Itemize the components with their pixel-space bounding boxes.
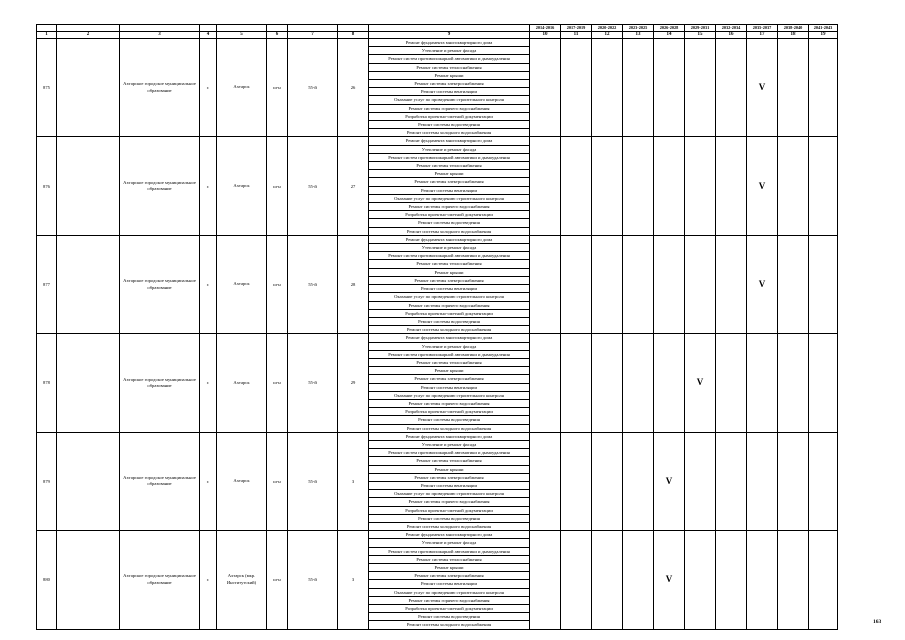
record-street-type: ш-н: [267, 432, 288, 530]
record-street: 55-й: [288, 334, 338, 432]
period-cell: [530, 432, 561, 530]
period-cell: [654, 334, 685, 432]
work-type: Ремонт системы вентиляции: [369, 88, 530, 96]
work-type: Ремонт системы горячего водоснабжения: [369, 399, 530, 407]
work-type: Ремонт систем противопожарной автоматики и дымоудаления: [369, 547, 530, 555]
work-type: Утепление и ремонт фасада: [369, 47, 530, 55]
record-empty-cell: [57, 531, 120, 629]
work-type: Ремонт системы водоотведения: [369, 613, 530, 621]
column-number: 2: [57, 32, 120, 39]
work-type: Ремонт системы горячего водоснабжения: [369, 498, 530, 506]
record-municipality: Ахтарское городское муниципальное образование: [120, 39, 200, 137]
period-header: 2014-2016: [530, 25, 561, 32]
column-number: 16: [716, 32, 747, 39]
page-number: 163: [873, 619, 882, 625]
record-house: 26: [338, 39, 369, 137]
period-header: 2026-2028: [654, 25, 685, 32]
period-cell: [778, 39, 809, 137]
period-cell: [623, 39, 654, 137]
period-header: 2029-2031: [685, 25, 716, 32]
work-type: Разработка проектно-сметной документации: [369, 211, 530, 219]
period-cell: [623, 334, 654, 432]
record-empty-cell: [57, 137, 120, 235]
work-type: Ремонт крыши: [369, 71, 530, 79]
record-street-type: ш-н: [267, 39, 288, 137]
period-mark: V: [654, 531, 685, 629]
work-type: Ремонт системы холодного водоснабжения: [369, 129, 530, 137]
column-number: 5: [217, 32, 267, 39]
record-house: 29: [338, 334, 369, 432]
period-cell: [716, 432, 747, 530]
record-type: г.: [200, 235, 217, 333]
period-cell: [623, 235, 654, 333]
period-cell: [716, 334, 747, 432]
work-type: Ремонт системы электроснабжения: [369, 375, 530, 383]
period-cell: [716, 39, 747, 137]
column-number: 3: [120, 32, 200, 39]
record-num: 875: [37, 39, 57, 137]
record-street: 55-й: [288, 137, 338, 235]
work-type: Ремонт системы горячего водоснабжения: [369, 596, 530, 604]
work-type: Ремонт систем противопожарной автоматики и дымоудаления: [369, 449, 530, 457]
record-municipality: Ахтарское городское муниципальное образование: [120, 334, 200, 432]
period-cell: [654, 39, 685, 137]
work-type: Ремонт системы холодного водоснабжения: [369, 621, 530, 629]
record-house: 27: [338, 137, 369, 235]
record-street: 55-й: [288, 235, 338, 333]
work-type: Ремонт системы горячего водоснабжения: [369, 104, 530, 112]
work-type: Ремонт фундамента многоквартирного дома: [369, 137, 530, 145]
record-locality: Ахтарск: [217, 137, 267, 235]
period-cell: [778, 432, 809, 530]
work-type: Ремонт систем противопожарной автоматики и дымоудаления: [369, 252, 530, 260]
table-row: [37, 432, 838, 440]
record-empty-cell: [57, 235, 120, 333]
work-type: Утепление и ремонт фасада: [369, 342, 530, 350]
work-type: Утепление и ремонт фасада: [369, 145, 530, 153]
work-type: Ремонт крыши: [369, 564, 530, 572]
period-cell: [530, 137, 561, 235]
record-house: 3: [338, 432, 369, 530]
work-type: Оказание услуг по проведению строительного контроля: [369, 391, 530, 399]
record-empty-cell: [57, 432, 120, 530]
work-type: Ремонт системы вентиляции: [369, 285, 530, 293]
work-type: Ремонт фундамента многоквартирного дома: [369, 39, 530, 47]
period-cell: [747, 432, 778, 530]
period-empty-cell: [267, 25, 288, 32]
record-municipality: Ахтарское городское муниципальное образование: [120, 235, 200, 333]
work-type: Ремонт системы вентиляции: [369, 580, 530, 588]
period-header: 2038-2040: [778, 25, 809, 32]
work-type: Ремонт системы теплоснабжения: [369, 457, 530, 465]
record-house: 3: [338, 531, 369, 629]
work-type: Разработка проектно-сметной документации: [369, 309, 530, 317]
work-type: Разработка проектно-сметной документации: [369, 605, 530, 613]
work-type: Ремонт системы холодного водоснабжения: [369, 522, 530, 530]
period-cell: [561, 39, 592, 137]
work-type: Ремонт системы вентиляции: [369, 481, 530, 489]
period-cell: [747, 531, 778, 629]
period-cell: [778, 531, 809, 629]
column-number-row: [37, 32, 838, 39]
work-type: Ремонт системы водоотведения: [369, 219, 530, 227]
period-cell: [623, 137, 654, 235]
column-number: 4: [200, 32, 217, 39]
work-type: Ремонт системы холодного водоснабжения: [369, 326, 530, 334]
record-street-type: ш-н: [267, 235, 288, 333]
period-cell: [685, 531, 716, 629]
record-num: 878: [37, 334, 57, 432]
work-type: Утепление и ремонт фасада: [369, 440, 530, 448]
work-type: Утепление и ремонт фасада: [369, 539, 530, 547]
period-cell: [561, 334, 592, 432]
period-cell: [623, 531, 654, 629]
period-cell: [685, 235, 716, 333]
work-type: Разработка проектно-сметной документации: [369, 506, 530, 514]
work-type: Ремонт системы электроснабжения: [369, 80, 530, 88]
period-cell: [716, 235, 747, 333]
period-cell: [592, 334, 623, 432]
period-empty-cell: [200, 25, 217, 32]
table-row: [37, 137, 838, 145]
period-header: 2020-2022: [592, 25, 623, 32]
work-type: Ремонт системы электроснабжения: [369, 572, 530, 580]
work-type: Ремонт системы горячего водоснабжения: [369, 203, 530, 211]
period-header: 2023-2025: [623, 25, 654, 32]
period-cell: [809, 39, 838, 137]
period-cell: [623, 432, 654, 530]
record-empty-cell: [57, 334, 120, 432]
record-street-type: ш-н: [267, 137, 288, 235]
work-type: Ремонт крыши: [369, 170, 530, 178]
period-cell: [716, 531, 747, 629]
record-num: 876: [37, 137, 57, 235]
period-cell: [592, 39, 623, 137]
period-cell: [685, 39, 716, 137]
period-header: 2017-2019: [561, 25, 592, 32]
period-header: 2035-2037: [747, 25, 778, 32]
work-type: Оказание услуг по проведению строительного контроля: [369, 293, 530, 301]
period-cell: [592, 235, 623, 333]
work-type: Ремонт крыши: [369, 367, 530, 375]
period-cell: [809, 137, 838, 235]
record-num: 877: [37, 235, 57, 333]
work-type: Ремонт систем противопожарной автоматики и дымоудаления: [369, 55, 530, 63]
record-municipality: Ахтарское городское муниципальное образование: [120, 432, 200, 530]
record-locality: Ахтарск: [217, 39, 267, 137]
period-cell: [530, 531, 561, 629]
record-municipality: Ахтарское городское муниципальное образование: [120, 531, 200, 629]
period-header: 2032-2034: [716, 25, 747, 32]
work-type: Оказание услуг по проведению строительного контроля: [369, 194, 530, 202]
work-type: Ремонт фундамента многоквартирного дома: [369, 235, 530, 243]
work-type: Разработка проектно-сметной документации: [369, 408, 530, 416]
work-type: Ремонт системы холодного водоснабжения: [369, 424, 530, 432]
column-number: 6: [267, 32, 288, 39]
table-row: [37, 235, 838, 243]
period-cell: [778, 137, 809, 235]
period-empty-cell: [120, 25, 200, 32]
column-number: 19: [809, 32, 838, 39]
work-type: Ремонт системы водоотведения: [369, 121, 530, 129]
record-locality: Ахтарск: [217, 235, 267, 333]
work-type: Ремонт системы холодного водоснабжения: [369, 227, 530, 235]
period-cell: [716, 137, 747, 235]
work-type: Оказание услуг по проведению строительного контроля: [369, 490, 530, 498]
column-number: 18: [778, 32, 809, 39]
column-number: 13: [623, 32, 654, 39]
period-empty-cell: [217, 25, 267, 32]
period-cell: [561, 531, 592, 629]
period-cell: [685, 137, 716, 235]
work-type: Ремонт системы водоотведения: [369, 317, 530, 325]
record-house: 28: [338, 235, 369, 333]
work-type: Ремонт системы электроснабжения: [369, 178, 530, 186]
period-cell: [530, 39, 561, 137]
column-number: 12: [592, 32, 623, 39]
table-row: [37, 39, 838, 47]
record-empty-cell: [57, 39, 120, 137]
work-type: Оказание услуг по проведению строительного контроля: [369, 96, 530, 104]
column-number: 7: [288, 32, 338, 39]
work-type: Ремонт системы теплоснабжения: [369, 358, 530, 366]
work-type: Ремонт системы теплоснабжения: [369, 63, 530, 71]
period-cell: [685, 432, 716, 530]
period-mark: V: [747, 137, 778, 235]
work-type: Ремонт систем противопожарной автоматики и дымоудаления: [369, 350, 530, 358]
record-locality: Ахтарск: [217, 334, 267, 432]
period-empty-cell: [57, 25, 120, 32]
table-row: [37, 531, 838, 539]
period-cell: [592, 137, 623, 235]
column-number: 1: [37, 32, 57, 39]
column-number: 14: [654, 32, 685, 39]
work-type: Ремонт системы водоотведения: [369, 416, 530, 424]
period-cell: [654, 137, 685, 235]
work-type: Ремонт фундамента многоквартирного дома: [369, 432, 530, 440]
period-header: 2041-2043: [809, 25, 838, 32]
period-mark: V: [685, 334, 716, 432]
record-num: 879: [37, 432, 57, 530]
period-cell: [809, 432, 838, 530]
period-cell: [592, 531, 623, 629]
column-number: 9: [369, 32, 530, 39]
period-cell: [654, 235, 685, 333]
work-type: Утепление и ремонт фасада: [369, 244, 530, 252]
period-mark: V: [747, 39, 778, 137]
period-cell: [561, 137, 592, 235]
period-mark: V: [747, 235, 778, 333]
column-number: 8: [338, 32, 369, 39]
record-type: г.: [200, 334, 217, 432]
work-type: Ремонт фундамента многоквартирного дома: [369, 334, 530, 342]
record-municipality: Ахтарское городское муниципальное образование: [120, 137, 200, 235]
column-number: 17: [747, 32, 778, 39]
record-street-type: ш-н: [267, 334, 288, 432]
period-mark: V: [654, 432, 685, 530]
record-street: 55-й: [288, 432, 338, 530]
column-number: 11: [561, 32, 592, 39]
period-empty-cell: [37, 25, 57, 32]
period-cell: [592, 432, 623, 530]
period-cell: [561, 432, 592, 530]
period-empty-cell: [338, 25, 369, 32]
work-type: Оказание услуг по проведению строительного контроля: [369, 588, 530, 596]
capital-repair-table: [36, 24, 838, 630]
work-type: Ремонт системы теплоснабжения: [369, 260, 530, 268]
record-street: 55-й: [288, 39, 338, 137]
work-type: Ремонт системы вентиляции: [369, 186, 530, 194]
period-cell: [561, 235, 592, 333]
period-cell: [809, 235, 838, 333]
work-type: Ремонт системы горячего водоснабжения: [369, 301, 530, 309]
period-cell: [778, 334, 809, 432]
work-type: Ремонт системы теплоснабжения: [369, 555, 530, 563]
record-type: г.: [200, 137, 217, 235]
work-type: Ремонт крыши: [369, 268, 530, 276]
record-locality: Ахтарск: [217, 432, 267, 530]
work-type: Ремонт системы водоотведения: [369, 514, 530, 522]
work-type: Разработка проектно-сметной документации: [369, 112, 530, 120]
record-street-type: ш-н: [267, 531, 288, 629]
record-street: 55-й: [288, 531, 338, 629]
period-cell: [809, 531, 838, 629]
work-type: Ремонт системы электроснабжения: [369, 473, 530, 481]
record-num: 880: [37, 531, 57, 629]
work-type: Ремонт систем противопожарной автоматики и дымоудаления: [369, 153, 530, 161]
work-type: Ремонт фундамента многоквартирного дома: [369, 531, 530, 539]
record-type: г.: [200, 39, 217, 137]
work-type: Ремонт системы электроснабжения: [369, 276, 530, 284]
work-type: Ремонт крыши: [369, 465, 530, 473]
period-empty-cell: [369, 25, 530, 32]
period-cell: [530, 334, 561, 432]
record-type: г.: [200, 432, 217, 530]
record-locality: Ахтарск (мкр. Институтский): [217, 531, 267, 629]
column-number: 10: [530, 32, 561, 39]
period-cell: [778, 235, 809, 333]
period-header-row: [37, 25, 838, 32]
record-type: г.: [200, 531, 217, 629]
table-row: [37, 334, 838, 342]
work-type: Ремонт системы теплоснабжения: [369, 162, 530, 170]
work-type: Ремонт системы вентиляции: [369, 383, 530, 391]
period-empty-cell: [288, 25, 338, 32]
column-number: 15: [685, 32, 716, 39]
period-cell: [809, 334, 838, 432]
period-cell: [530, 235, 561, 333]
period-cell: [747, 334, 778, 432]
